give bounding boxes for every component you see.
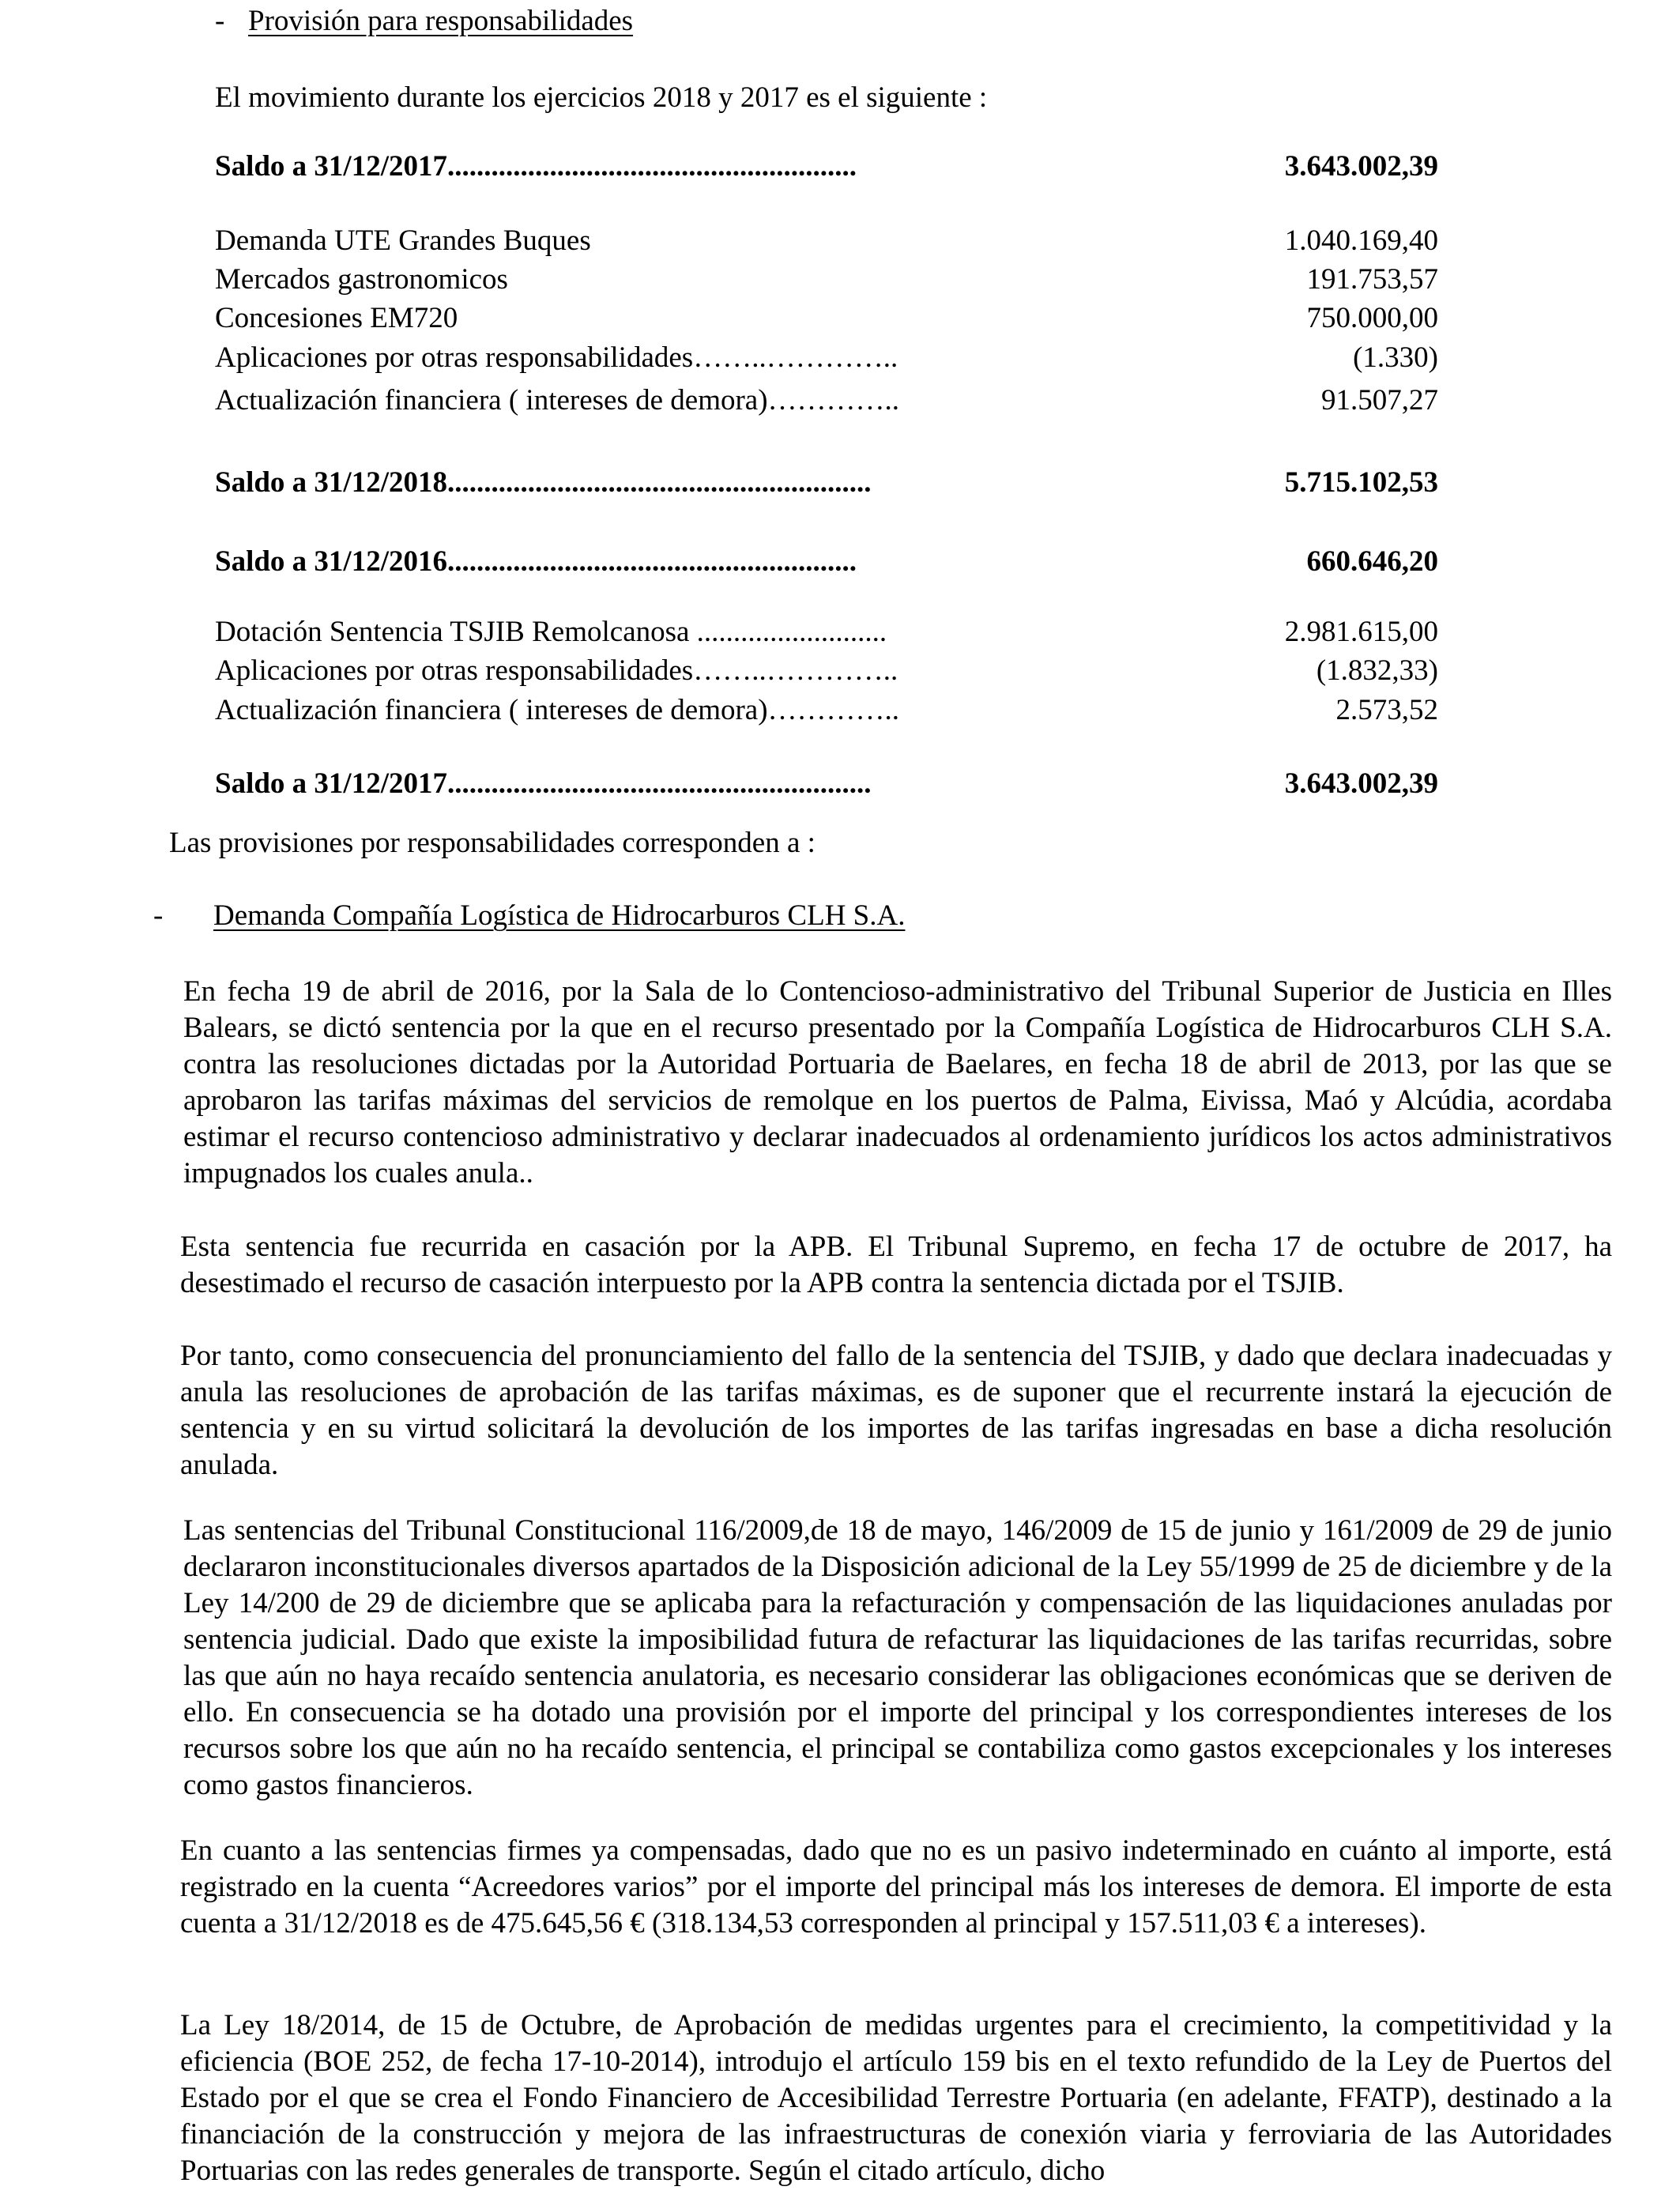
movement-label: Aplicaciones por otras responsabilidades……..………….. bbox=[215, 341, 898, 374]
paragraph bbox=[183, 1513, 1612, 1804]
balance-label: Saldo a 31/12/2017.......................................................... bbox=[215, 767, 872, 800]
balance-label: Saldo a 31/12/2018.......................................................... bbox=[215, 466, 872, 499]
paragraph-line: la ejecución de sentencia y en su virtud solicitará la devolución de los importes de las tarifas ingresadas en base a bbox=[180, 1376, 1613, 1445]
paragraph-line: está registrado en la cuenta “Acreedores varios” por el importe del principal más los intereses de demora. El bbox=[180, 1834, 1612, 1903]
paragraph bbox=[180, 2007, 1612, 2189]
paragraph-line: eficiencia (BOE 252, de fecha 17-10-2014), introdujo el artículo 159 bis en el texto refundido de la Ley de bbox=[180, 2045, 1479, 2078]
paragraph-line: principal se contabiliza como gastos excepcionales y los intereses como gastos financieros. bbox=[183, 1732, 1612, 1801]
intro-text: El movimiento durante los ejercicios 2018 y 2017 es el siguiente : bbox=[215, 81, 988, 114]
balance-row-closing-2018 bbox=[215, 465, 1438, 501]
paragraph-line: CLH S.A. contra las resoluciones dictadas por la Autoridad Portuaria de Baelares, en fecha 18 de abril de 2013, bbox=[183, 1012, 1612, 1080]
movement-row bbox=[215, 262, 1438, 298]
paragraph bbox=[180, 1229, 1612, 1302]
sub-title: Demanda Compañía Logística de Hidrocarburos CLH S.A. bbox=[213, 899, 906, 932]
paragraph-line: por las que se aprobaron las tarifas máximas del servicios de remolque en los puertos de Palma, Eivissa, Maó y bbox=[183, 1048, 1612, 1117]
movement-label: Demanda UTE Grandes Buques bbox=[215, 224, 591, 257]
movement-value: (1.330) bbox=[1353, 341, 1438, 374]
paragraph-line: importe del principal y los correspondientes intereses de los recursos sobre los que aún no ha recaído sentencia, el bbox=[183, 1696, 1612, 1765]
movement-value: 2.981.615,00 bbox=[1284, 616, 1438, 648]
paragraph-line: importe de esta cuenta a 31/12/2018 es de 475.645,56 € (318.134,53 corresponden al principal y 157.511,03 € a bbox=[180, 1871, 1613, 1940]
paragraph-line: En cuanto a las sentencias firmes ya compensadas, dado que no es un pasivo indeterminado en cuánto al importe, bbox=[180, 1834, 1567, 1867]
balance-label: Saldo a 31/12/2016........................................................ bbox=[215, 545, 857, 578]
movement-label: Aplicaciones por otras responsabilidades……..………….. bbox=[215, 654, 898, 687]
movement-value: 750.000,00 bbox=[1306, 302, 1438, 334]
paragraph-line: En fecha 19 de abril de 2016, por la Sala de lo Contencioso-administrativo del Tribunal Superior de Justicia en bbox=[183, 975, 1562, 1008]
movement-row bbox=[215, 653, 1438, 689]
movement-row bbox=[215, 383, 1438, 419]
movement-row bbox=[215, 692, 1438, 729]
movement-value: 191.753,57 bbox=[1306, 263, 1438, 296]
sub-bullet: - bbox=[153, 899, 164, 932]
movement-value: 2.573,52 bbox=[1335, 694, 1438, 726]
paragraph-line: ferroviaria de las Autoridades Portuarias con las redes generales de transporte. Según el citado artículo, dicho bbox=[180, 2118, 1612, 2187]
paragraph-line: Puertos del Estado por el que se crea el Fondo Financiero de Accesibilidad Terrestre Portuaria (en adelante, bbox=[180, 2045, 1613, 2114]
paragraph-line: intereses). bbox=[1306, 1907, 1426, 1940]
movement-value: 1.040.169,40 bbox=[1284, 224, 1438, 257]
paragraph-line: liquidaciones anuladas por sentencia judicial. Dado que existe la imposibilidad futura de refacturar las bbox=[183, 1587, 1612, 1656]
paragraph bbox=[183, 974, 1612, 1192]
paragraph-line: inadecuadas y anula las resoluciones de aprobación de las tarifas máximas, es de suponer que el recurrente instará bbox=[180, 1340, 1612, 1408]
paragraph-line: FFATP), destinado a la financiación de la construcción y mejora de las infraestructuras de conexión viaria y bbox=[180, 2082, 1612, 2151]
movement-label: Dotación Sentencia TSJIB Remolcanosa .......................... bbox=[215, 616, 887, 648]
paragraph-line: Esta sentencia fue recurrida en casación por la APB. El Tribunal Supremo, en fecha 17 de octubre de 2017, ha bbox=[180, 1231, 1612, 1263]
movement-value: (1.832,33) bbox=[1316, 654, 1438, 687]
balance-value: 5.715.102,53 bbox=[1284, 466, 1438, 499]
movement-row bbox=[215, 340, 1438, 376]
paragraph-line: La Ley 18/2014, de 15 de Octubre, de Aprobación de medidas urgentes para el crecimiento, la competitividad y la bbox=[180, 2009, 1612, 2041]
movement-row bbox=[215, 300, 1438, 337]
paragraph-line: de junio declararon inconstitucionales diversos apartados de la Disposición adicional de la Ley 55/1999 de 25 de bbox=[183, 1514, 1612, 1583]
paragraph-line: desestimado el recurso de casación interpuesto por la APB contra la sentencia dictada por el TSJIB. bbox=[180, 1267, 1344, 1299]
paragraph-line: Por tanto, como consecuencia del pronunciamiento del fallo de la sentencia del TSJIB, y dado que declara bbox=[180, 1340, 1447, 1372]
balance-row-opening-2017 bbox=[215, 544, 1438, 580]
paragraph-line: los actos administrativos impugnados los cuales anula.. bbox=[183, 1121, 1612, 1189]
paragraph-line: liquidaciones de las tarifas recurridas, sobre las que aún no haya recaído sentencia anulatoria, es necesario bbox=[183, 1623, 1612, 1692]
movement-row bbox=[215, 223, 1438, 259]
movement-label: Concesiones EM720 bbox=[215, 302, 458, 334]
balance-label: Saldo a 31/12/2017........................................................ bbox=[215, 150, 857, 183]
movement-value: 91.507,27 bbox=[1321, 384, 1438, 417]
balance-value: 3.643.002,39 bbox=[1284, 767, 1438, 800]
paragraph-line: Alcúdia, acordaba estimar el recurso contencioso administrativo y declarar inadecuados al ordenamiento jurídicos bbox=[183, 1084, 1612, 1153]
balance-value: 660.646,20 bbox=[1306, 545, 1438, 578]
paragraph-line: dicha resolución anulada. bbox=[180, 1412, 1612, 1481]
paragraph-line: Las sentencias del Tribunal Constitucional 116/2009,de 18 de mayo, 146/2009 de 15 de junio y 161/2009 de 29 bbox=[183, 1514, 1516, 1547]
balance-value: 3.643.002,39 bbox=[1284, 150, 1438, 183]
section-title: Provisión para responsabilidades bbox=[248, 5, 634, 37]
balance-row-opening-2018 bbox=[215, 149, 1438, 185]
balance-row-closing-2017 bbox=[215, 766, 1438, 802]
section-bullet: - bbox=[215, 5, 225, 37]
paragraph-line: considerar las obligaciones económicas que se deriven de ello. En consecuencia se ha dotado una provisión por el bbox=[183, 1660, 1612, 1728]
movement-label: Mercados gastronomicos bbox=[215, 263, 508, 296]
movement-label: Actualización financiera ( intereses de demora)………….. bbox=[215, 384, 900, 417]
paragraph bbox=[180, 1833, 1612, 1942]
paragraph-line: diciembre y de la Ley 14/200 de 29 de diciembre que se aplicaba para la refacturación y compensación de las bbox=[183, 1551, 1612, 1619]
movement-label: Actualización financiera ( intereses de demora)………….. bbox=[215, 694, 900, 726]
paragraph bbox=[180, 1338, 1612, 1483]
paragraph-line: Illes Balears, se dictó sentencia por la que en el recurso presentado por la Compañía Logística de Hidrocarburos bbox=[183, 975, 1612, 1044]
corresponden-text: Las provisiones por responsabilidades corresponden a : bbox=[169, 827, 816, 859]
movement-row bbox=[215, 614, 1438, 650]
